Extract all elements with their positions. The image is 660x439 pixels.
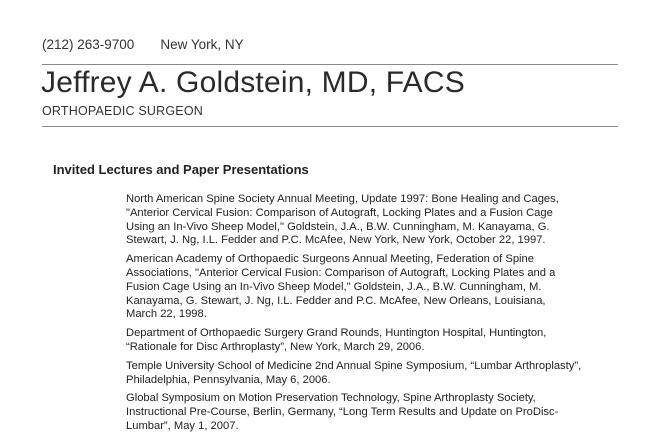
lecture-entry: American Academy of Orthopaedic Surgeons Annual Meeting, Federation of Spine Associations, "Anterior Cervical Fusion: Comparison of Autograft, Locking Plates and a Fusion Cage Using an In-Vivo Sheep Model," Goldstein, J.A., B.W. Cunningham, M. Kanayama, G. Stewart, J. Ng, I.L. Fedder and P.C. McAfee, New Orleans, Louisiana, March 22, 1998. (126, 253, 556, 321)
location: New York, NY (160, 37, 244, 52)
lecture-entry: North American Spine Society Annual Meeting, Update 1997: Bone Healing and Cages, "Anterior Cervical Fusion: Comparison of Autograft, Locking Plates and a Fusion Cage Using an In-Vivo Sheep Model," Goldstein, J.A., B.W. Cunningham, M. Kanayama, G. Stewart, J. Ng, I.L. Fedder and P.C. McAfee, New York, New York, October 22, 1997. (126, 193, 559, 247)
doctor-title: ORTHOPAEDIC SURGEON (42, 104, 203, 118)
header-bottom-divider (42, 126, 618, 127)
lecture-entry: Global Symposium on Motion Preservation Technology, Spine Arthroplasty Society, Instructional Pre-Course, Berlin, Germany, “Long Term Results and Update on ProDisc- Lumbar”, May 1, 2007. (126, 392, 559, 432)
doctor-name: Jeffrey A. Goldstein, MD, FACS (41, 66, 465, 99)
lecture-entry: Temple University School of Medicine 2nd Annual Spine Symposium, “Lumbar Arthroplasty”, Philadelphia, Pennsylvania, May 6, 2006. (126, 359, 582, 386)
contact-line (42, 37, 244, 52)
header-top-divider (42, 64, 618, 65)
lecture-list (126, 193, 626, 439)
lecture-entry: Department of Orthopaedic Surgery Grand Rounds, Huntington Hospital, Huntington, “Rationale for Disc Arthroplasty”, New York, March 29, 2006. (126, 327, 547, 353)
phone-number: (212) 263-9700 (42, 37, 135, 52)
section-heading: Invited Lectures and Paper Presentations (53, 162, 309, 177)
